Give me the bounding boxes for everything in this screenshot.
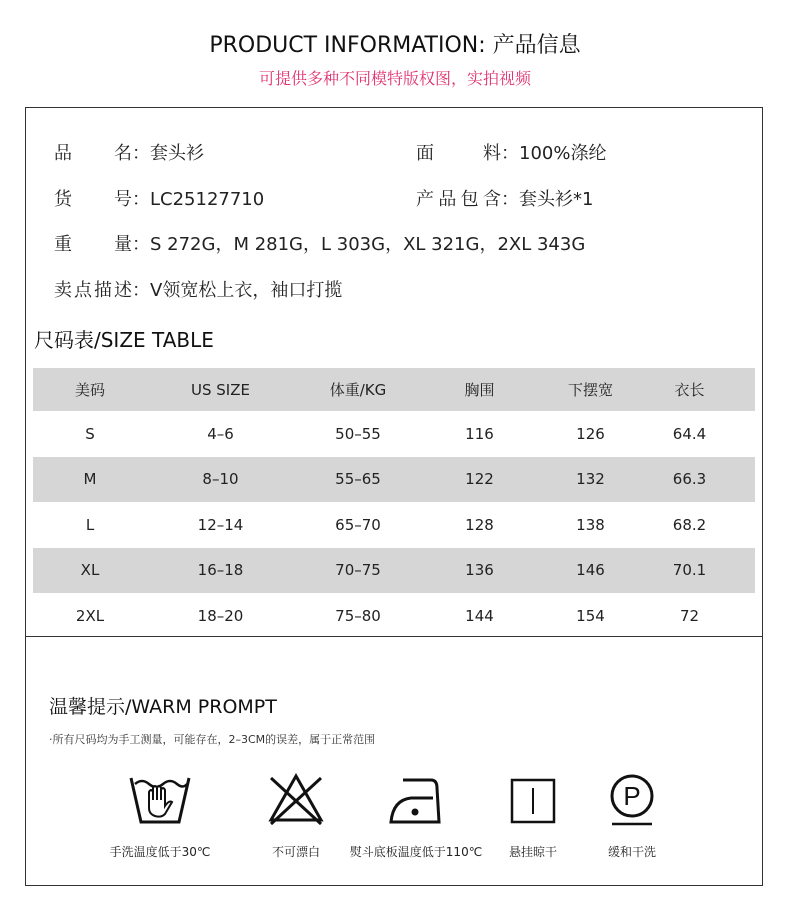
table-cell: 18–20 bbox=[197, 606, 244, 625]
svg-text:P: P bbox=[623, 781, 641, 811]
page-subtitle: 可提供多种不同模特版权图，实拍视频 bbox=[258, 69, 531, 88]
info-row-material bbox=[416, 139, 606, 165]
care-label: 缓和干洗 bbox=[607, 845, 656, 859]
item-no-label: 货号 bbox=[54, 189, 132, 210]
header-cell: 体重/KG bbox=[329, 381, 387, 399]
table-cell: 128 bbox=[465, 515, 494, 534]
table-row bbox=[33, 502, 755, 548]
table-cell: L bbox=[85, 515, 95, 534]
includes-label: 产品包含 bbox=[416, 189, 501, 210]
table-cell: 146 bbox=[576, 561, 605, 580]
page-title: PRODUCT INFORMATION: 产品信息 bbox=[209, 33, 581, 58]
table-cell: 70–75 bbox=[335, 561, 381, 580]
table-cell: 66.3 bbox=[672, 470, 707, 489]
table-cell: M bbox=[83, 470, 97, 489]
table-cell: 2XL bbox=[75, 606, 105, 625]
table-cell: 126 bbox=[576, 424, 605, 443]
colon: ： bbox=[501, 143, 519, 164]
info-row-item-no bbox=[54, 185, 264, 211]
header-cell: 衣长 bbox=[674, 381, 705, 399]
table-cell: 75–80 bbox=[335, 606, 381, 625]
dry-clean-p-icon bbox=[597, 770, 667, 830]
table-cell: 72 bbox=[679, 606, 700, 625]
weight-label: 重量 bbox=[54, 234, 132, 255]
selling-label: 卖点描述 bbox=[54, 280, 132, 301]
table-cell: 65–70 bbox=[335, 515, 381, 534]
colon: ： bbox=[132, 189, 150, 210]
colon: ： bbox=[132, 143, 150, 164]
table-header-row bbox=[33, 368, 755, 411]
no-bleach-icon bbox=[261, 770, 331, 830]
table-cell: 144 bbox=[465, 606, 494, 625]
table-row bbox=[33, 411, 755, 457]
selling-value: V领宽松上衣，袖口打揽 bbox=[150, 280, 343, 301]
care-label: 悬挂晾干 bbox=[508, 845, 557, 859]
table-cell: 55–65 bbox=[335, 470, 381, 489]
table-row bbox=[33, 457, 755, 503]
header-cell: 下摆宽 bbox=[567, 381, 613, 399]
weight-value: S 272G，M 281G，L 303G，XL 321G，2XL 343G bbox=[150, 234, 586, 255]
header-cell: 胸围 bbox=[464, 381, 495, 399]
info-row-name bbox=[54, 139, 204, 165]
table-cell: 122 bbox=[465, 470, 494, 489]
info-row-includes bbox=[416, 185, 593, 211]
table-row bbox=[33, 593, 755, 639]
colon: ： bbox=[501, 189, 519, 210]
name-label: 品名 bbox=[54, 143, 132, 164]
material-label: 面料 bbox=[416, 143, 501, 164]
info-row-weight bbox=[54, 230, 585, 256]
table-cell: 16–18 bbox=[197, 561, 244, 580]
table-cell: 68.2 bbox=[672, 515, 707, 534]
includes-value: 套头衫*1 bbox=[519, 189, 594, 210]
table-cell: 70.1 bbox=[672, 561, 707, 580]
table-cell: 4–6 bbox=[207, 424, 234, 443]
warm-prompt-note: ·所有尺码均为手工测量，可能存在，2–3CM的误差，属于正常范围 bbox=[49, 733, 376, 746]
table-cell: 136 bbox=[465, 561, 494, 580]
care-label: 熨斗底板温度低于110℃ bbox=[349, 845, 483, 859]
colon: ： bbox=[132, 280, 150, 301]
table-cell: 64.4 bbox=[672, 424, 707, 443]
warm-prompt-title: 温馨提示/WARM PROMPT bbox=[49, 696, 277, 718]
care-label: 不可漂白 bbox=[271, 845, 320, 859]
name-value: 套头衫 bbox=[150, 143, 204, 164]
colon: ： bbox=[132, 234, 150, 255]
table-cell: 138 bbox=[576, 515, 605, 534]
table-cell: 12–14 bbox=[197, 515, 244, 534]
item-no-value: LC25127710 bbox=[150, 189, 265, 210]
table-cell: 132 bbox=[576, 470, 605, 489]
size-table-title: 尺码表/SIZE TABLE bbox=[34, 328, 214, 352]
size-table bbox=[33, 368, 755, 639]
hand-wash-icon bbox=[125, 770, 195, 830]
iron-icon bbox=[381, 770, 451, 830]
care-label: 手洗温度低于30℃ bbox=[109, 845, 211, 859]
table-cell: 116 bbox=[465, 424, 494, 443]
table-cell: 50–55 bbox=[335, 424, 381, 443]
material-value: 100%涤纶 bbox=[519, 143, 607, 164]
table-cell: 8–10 bbox=[202, 470, 239, 489]
info-row-selling-point bbox=[54, 276, 342, 302]
table-cell: S bbox=[85, 424, 95, 443]
care-item-dry-clean bbox=[552, 770, 712, 859]
table-cell: 154 bbox=[576, 606, 605, 625]
table-cell: XL bbox=[80, 561, 100, 580]
table-row bbox=[33, 548, 755, 594]
header-cell: US SIZE bbox=[191, 380, 250, 399]
header-cell: 美码 bbox=[74, 381, 105, 399]
